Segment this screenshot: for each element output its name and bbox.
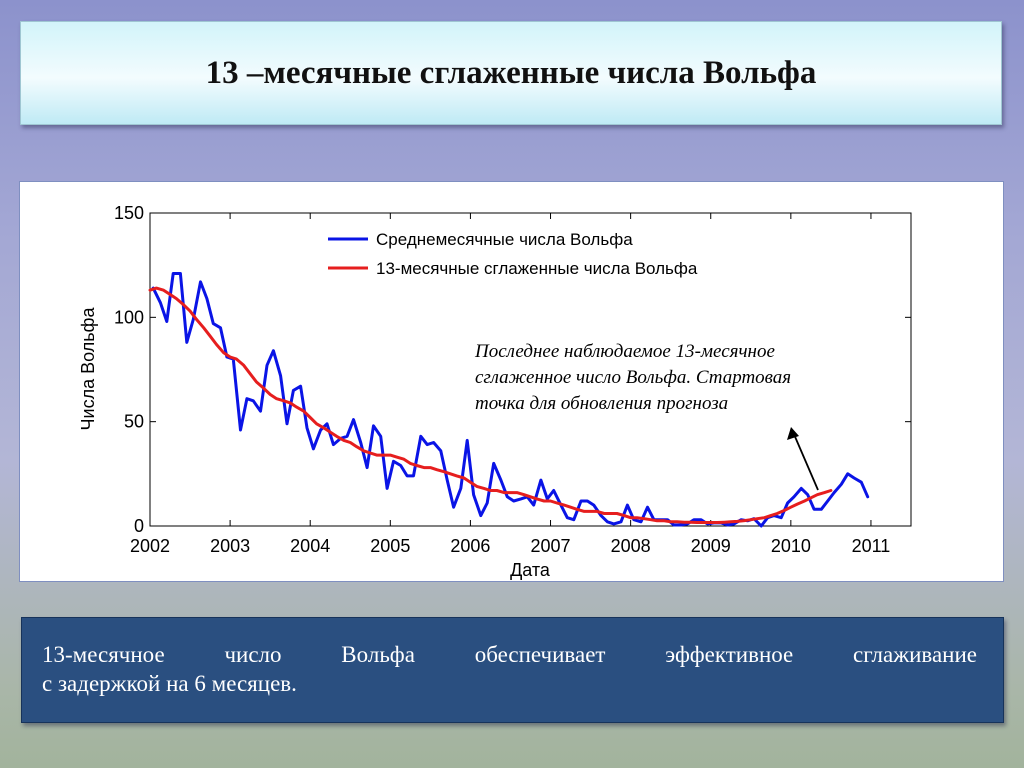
x-tick-label: 2008 bbox=[610, 536, 651, 556]
x-tick-label: 2004 bbox=[290, 536, 331, 556]
slide-title: 13 –месячные сглаженные числа Вольфа bbox=[205, 54, 817, 91]
title-banner bbox=[20, 21, 1002, 125]
annotation-line-3: точка для обновления прогноза bbox=[475, 393, 729, 414]
summary-line-1: 13-месячное число Вольфа обеспечивает эффективное сглаживание bbox=[42, 642, 977, 667]
x-tick-label: 2002 bbox=[129, 536, 171, 556]
annotation-line-1: Последнее наблюдаемое 13-месячное bbox=[475, 341, 775, 362]
summary-line-2: с задержкой на 6 месяцев. bbox=[42, 671, 297, 696]
y-tick-label: 0 bbox=[133, 516, 144, 536]
summary-box bbox=[21, 617, 1004, 723]
x-tick-label: 2011 bbox=[851, 536, 891, 556]
annotation-note bbox=[475, 339, 925, 417]
legend-label-monthly: Среднемесячные числа Вольфа bbox=[376, 230, 633, 249]
x-tick-label: 2009 bbox=[690, 536, 731, 556]
y-tick-label: 150 bbox=[113, 203, 144, 223]
y-tick-label: 100 bbox=[113, 307, 144, 328]
y-axis-label: Числа Вольфа bbox=[78, 307, 98, 431]
x-tick-label: 2007 bbox=[530, 536, 571, 556]
x-tick-label: 2010 bbox=[770, 536, 811, 556]
x-tick-label: 2005 bbox=[370, 536, 411, 556]
annotation-line-2: сглаженное число Вольфа. Стартовая bbox=[475, 367, 792, 388]
chart-panel bbox=[19, 181, 1004, 582]
x-tick-label: 2006 bbox=[450, 536, 491, 556]
x-axis-label: Дата bbox=[510, 560, 550, 580]
y-tick-label: 50 bbox=[123, 411, 144, 432]
legend-label-smoothed: 13-месячные сглаженные числа Вольфа bbox=[376, 259, 698, 278]
x-tick-label: 2003 bbox=[210, 536, 251, 556]
